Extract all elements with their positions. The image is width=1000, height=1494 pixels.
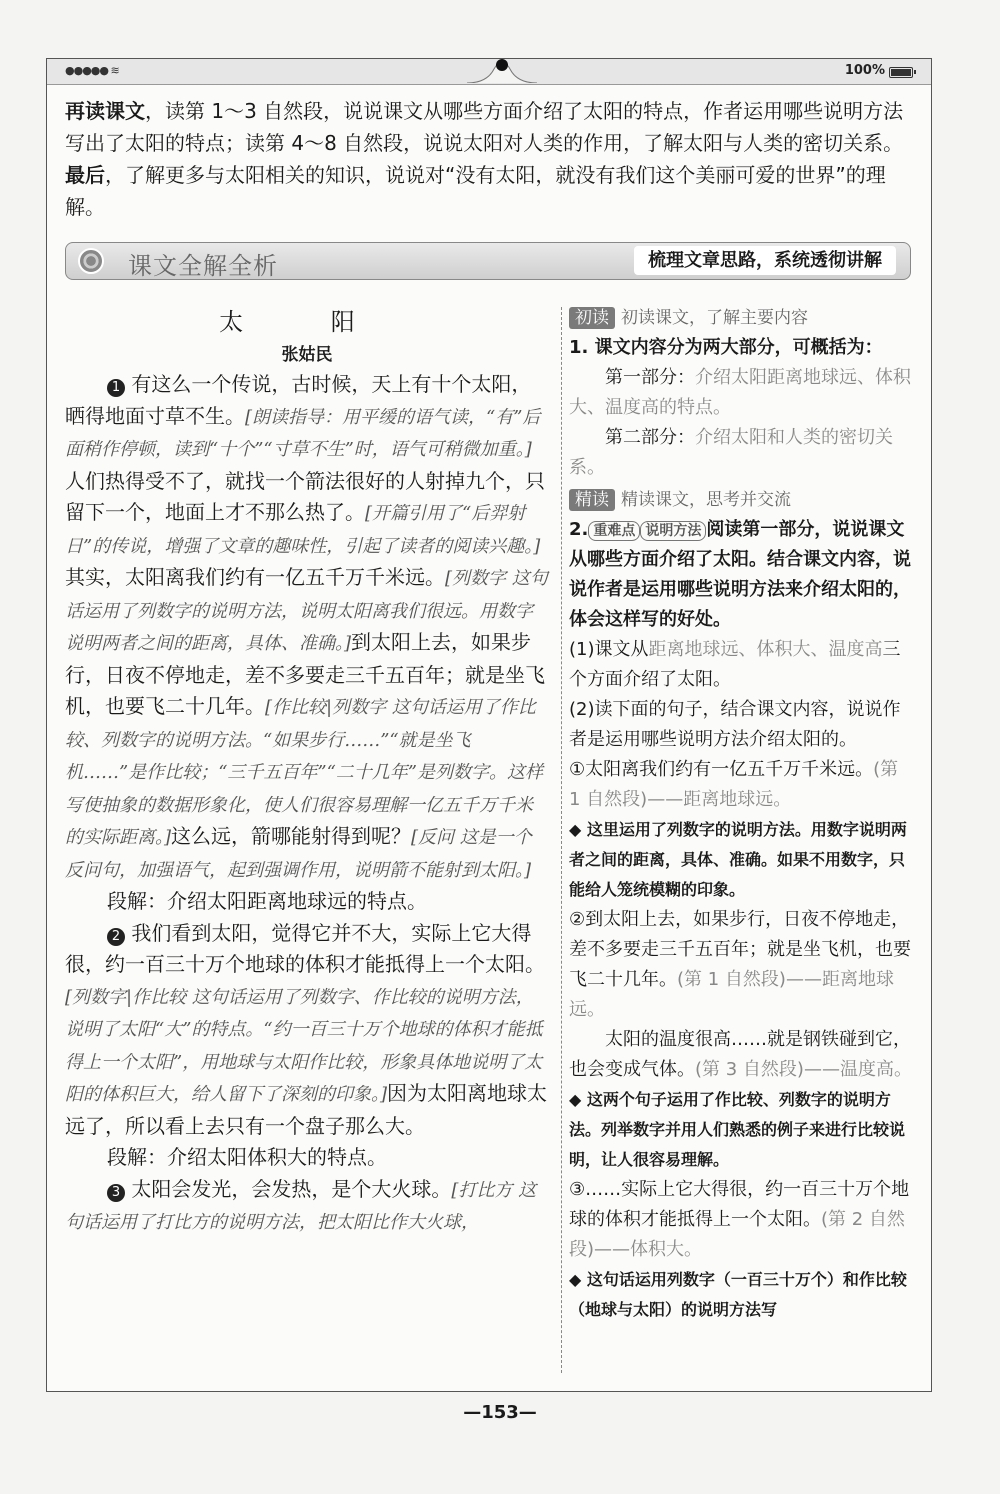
note-3: ◆ 这句话运用列数字（一百三十万个）和作比较（地球与太阳）的说明方法写 — [569, 1270, 907, 1319]
section-summary-1: 段解：介绍太阳距离地球远的特点。 — [107, 889, 427, 913]
reference: (第 1 自然段)——距离地球远。 — [569, 969, 894, 1020]
note-2: ◆ 这两个句子运用了作比较、列数字的说明方法。列举数字并用人们熟悉的例子来进行比较说明，让人很容易理解。 — [569, 1090, 906, 1169]
answer: 介绍太阳和人类的密切关系。 — [569, 427, 893, 478]
banner-subtitle: 梳理文章思路，系统透彻讲解 — [634, 246, 896, 275]
close-reading-header — [569, 485, 915, 515]
reference: (第 3 自然段)——温度高。 — [695, 1059, 912, 1080]
camera-notch-icon — [467, 57, 537, 83]
paragraph-2 — [65, 918, 549, 1143]
page-frame — [46, 58, 932, 1392]
annotation: [反问 这是一个反问句，加强语气，起到强调作用，说明箭不能射到太阳。] — [65, 827, 532, 881]
answer-2: (2)读下面的句子，结合课文内容，说说作者是运用哪些说明方法介绍太阳的。 — [569, 699, 901, 750]
text: ③……实际上它大得很，约一百三十万个地球的体积才能抵得上一个太阳。 — [569, 1179, 910, 1230]
tag-text: 初读课文，了解主要内容 — [621, 308, 808, 328]
sentence-3 — [569, 1175, 915, 1265]
part-2 — [569, 423, 915, 483]
text: 这么远，箭哪能射得到呢？ — [171, 824, 412, 848]
intro-lead2: 最后 — [65, 163, 105, 187]
article-title: 太 阳 — [219, 308, 395, 336]
label: 第二部分： — [605, 427, 695, 448]
question-2 — [569, 515, 915, 635]
paragraph-number: 3 — [107, 1184, 125, 1202]
annotation: [列数字|作比较 这句话运用了列数字、作比较的说明方法，说明了太阳“大”的特点。“约一百三十万个地球的体积才能抵得上一个太阳”，用地球与太阳作比较，形象具体地说明了太阳的体积巨大，给人留下了深刻的印象。] — [65, 986, 543, 1105]
reference: (第 2 自然段)——体积大。 — [569, 1209, 905, 1260]
signal-wifi-icon: ●●●●● ≋ — [65, 64, 119, 77]
close-reading-tag: 精读 — [569, 489, 615, 511]
sentence-2b — [569, 1025, 915, 1085]
method-tag: 说明方法 — [640, 521, 706, 541]
text: 太阳的温度很高……就是钢铁碰到它，也会变成气体。 — [569, 1029, 911, 1080]
text: 到太阳上去，如果步行，日夜不停地走，差不多要走三千五百年；就是坐飞机，也要飞二十几年。 — [65, 630, 545, 718]
text: 我们看到太阳，觉得它并不大，实际上它大得很，约一百三十万个地球的体积才能抵得上一个太阳。 — [65, 920, 545, 976]
tag-text: 精读课文，思考并交流 — [621, 490, 791, 510]
reference: (第 1 自然段)——距离地球远。 — [569, 759, 899, 810]
intro-paragraph — [65, 95, 915, 223]
question-1: 1. 课文内容分为两大部分，可概括为： — [569, 337, 883, 358]
answer: 距离地球远、体积大、温度高 — [648, 639, 883, 660]
banner-title: 课文全解全析 — [128, 252, 278, 280]
article-author: 张姑民 — [281, 345, 333, 365]
first-reading-header — [569, 303, 915, 333]
first-reading-tag: 初读 — [569, 307, 615, 329]
intro-text: ，读第 1～3 自然段，说说课文从哪些方面介绍了太阳的特点，作者运用哪些说明方法写出了太阳的特点；读第 4～8 自然段，说说太阳对人类的作用，了解太阳与人类的密切关系。 — [65, 99, 904, 155]
text: 人们热得受不了，就找一个箭法很好的人射掉九个，只留下一个，地面上才不那么热了。 — [65, 468, 545, 524]
battery-percentage: 100% — [844, 63, 885, 78]
note-1: ◆ 这里运用了列数字的说明方法。用数字说明两者之间的距离，具体、准确。如果不用数字，只能给人笼统模糊的印象。 — [569, 820, 907, 899]
answer-1 — [569, 635, 915, 695]
study-guide-column — [569, 303, 915, 1325]
text: 太阳会发光，会发热，是个大火球。 — [125, 1176, 452, 1201]
answer: 介绍太阳距离地球远、体积大、温度高的特点。 — [569, 367, 911, 418]
status-bar — [47, 59, 931, 85]
number: 2. — [569, 519, 589, 540]
text: (1)课文从 — [569, 639, 649, 660]
article-column — [65, 307, 549, 1239]
paragraph-1 — [65, 369, 549, 886]
column-divider — [561, 307, 562, 1373]
annotation: [作比较|列数字 这句话运用了作比较、列数字的说明方法。“如果步行……”“就是坐飞机……”是作比较；“三千五百年”“二十几年”是列数字。这样写使抽象的数据形象化，使人们很容易理解一亿五千万千米的实际距离。] — [65, 697, 544, 848]
section-banner — [65, 242, 911, 280]
key-point-tag: 重难点 — [588, 521, 640, 541]
battery-icon — [889, 67, 913, 78]
part-1 — [569, 363, 915, 423]
annotation: [打比方 这句话运用了打比方的说明方法，把太阳比作大火球， — [65, 1179, 537, 1233]
annotation: [列数字 这句话运用了列数字的说明方法，说明太阳离我们很远。用数字说明两者之间的距离，具体、准确。] — [65, 568, 548, 654]
text: ②到太阳上去，如果步行，日夜不停地走，差不多要走三千五百年；就是坐飞机，也要飞二十几年。 — [569, 909, 911, 990]
label: 第一部分： — [605, 367, 695, 388]
page-number: —153— — [463, 1402, 537, 1423]
paragraph-3 — [65, 1174, 549, 1239]
text: ①太阳离我们约有一亿五千万千米远。 — [569, 759, 874, 780]
target-icon — [78, 248, 104, 274]
intro-text2: ，了解更多与太阳相关的知识，说说对“没有太阳，就没有我们这个美丽可爱的世界”的理解。 — [65, 163, 886, 219]
intro-lead: 再读课文 — [65, 99, 145, 123]
text: 三个方面介绍了太阳。 — [569, 639, 901, 690]
paragraph-number: 2 — [107, 928, 125, 946]
question-text: 阅读第一部分，说说课文从哪些方面介绍了太阳。结合课文内容，说说作者是运用哪些说明方法来介绍太阳的，体会这样写的好处。 — [569, 519, 911, 630]
paragraph-number: 1 — [107, 379, 125, 397]
annotation: [朗读指导：用平缓的语气读，“有”后面稍作停顿，读到“十个”“寸草不生”时，语气可稍微加重。] — [65, 406, 541, 460]
text: 其实，太阳离我们约有一亿五千万千米远。 — [65, 565, 445, 589]
sentence-1 — [569, 755, 915, 815]
section-summary-2: 段解：介绍太阳体积大的特点。 — [107, 1145, 387, 1169]
sentence-2 — [569, 905, 915, 1025]
annotation: [开篇引用了“后羿射日”的传说，增强了文章的趣味性，引起了读者的阅读兴趣。] — [65, 503, 541, 557]
text: 有这么一个传说，古时候，天上有十个太阳，晒得地面寸草不生。 — [65, 372, 532, 428]
text: 因为太阳离地球太远了，所以看上去只有一个盘子那么大。 — [65, 1081, 548, 1138]
